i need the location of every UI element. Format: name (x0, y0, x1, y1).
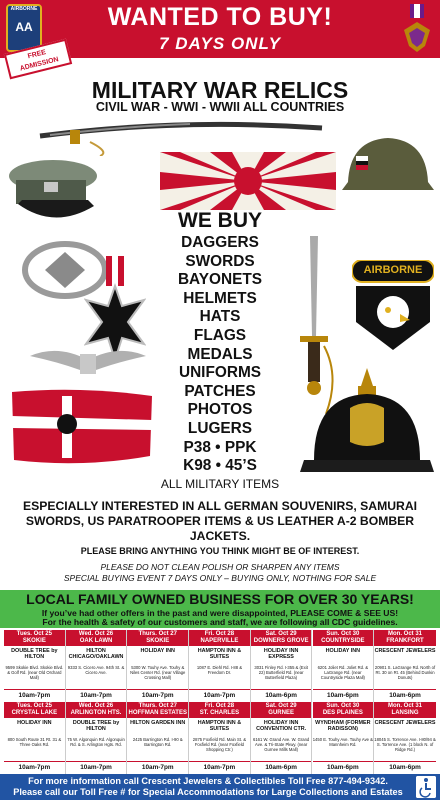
cell-hours: 10am-6pm (374, 761, 436, 771)
cell-day: Thurs. Oct 27 (138, 703, 177, 709)
cell-venue: HOLIDAY INN EXPRESS (263, 648, 299, 661)
buy-item-p38-ppk: P38 • PPK (183, 438, 257, 456)
purple-heart-medal-icon (400, 4, 434, 54)
cell-venue: CRESCENT JEWELERS (374, 720, 436, 726)
cell-venue: HOLIDAY INN CONVENTION CTR. (256, 720, 307, 733)
cell-header (189, 702, 250, 718)
cell-header (313, 702, 374, 718)
cell-header (127, 702, 188, 718)
cell-hours: 10am-6pm (374, 689, 436, 699)
cell-header (251, 702, 312, 718)
cell-city: ARLINGTON HTS. (70, 710, 122, 716)
patch-label: AA (15, 20, 33, 34)
cell-header (66, 630, 127, 646)
pickelhaube-helmet-image (300, 368, 434, 476)
cell-city: LANSING (391, 710, 419, 716)
cell-header (66, 702, 127, 718)
cell-address: 18045 S. Torrence Ave. I-80/94 & S. Torrence Ave. (1 block N. of Ridge Rd.) (374, 737, 436, 752)
footer-band (0, 774, 440, 800)
cell-city: NAPERVILLE (200, 638, 239, 644)
schedule-cell (4, 630, 66, 703)
cell-city: COUNTRYSIDE (321, 638, 365, 644)
cell-header (4, 702, 65, 718)
cell-address: 3031 Finley Rd. I-355 & (Exit 22) Butterfield Rd. (near Butterfield Plaza) (254, 665, 308, 680)
cell-day: Mon. Oct 31 (388, 631, 423, 637)
war-flag-image (12, 386, 154, 468)
no-clean-notice: PLEASE DO NOT CLEAN POLISH OR SHARPEN ANY ITEMS (100, 562, 340, 572)
cell-address: 6161 W. Grand Ave. W. Grand Ave. & Tri-State Pkwy. (near Gurnee Mills Mall) (253, 737, 310, 752)
patch-tab-label: AIRBORNE (10, 6, 38, 12)
cell-city: OAK LAWN (79, 638, 113, 644)
schedule-cell (251, 630, 313, 703)
schedule-row-1 (4, 630, 436, 703)
cell-address: 6201 Joliet Rd. Joliet Rd. & LaGrange Rd. (near Countryside Plaza Mall) (317, 665, 369, 680)
cell-hours: 10am-7pm (66, 761, 127, 771)
main-title: MILITARY WAR RELICS (91, 77, 349, 103)
cell-hours: 10am-6pm (313, 689, 374, 699)
cell-city: SKOKIE (146, 638, 170, 644)
schedule-cell (313, 630, 375, 703)
we-buy-heading: WE BUY (178, 209, 262, 232)
banner-title: WANTED TO BUY! (107, 3, 333, 31)
schedule-cell (4, 702, 66, 775)
all-military-items: ALL MILITARY ITEMS (160, 477, 280, 491)
cell-venue: HOLIDAY INN (17, 720, 52, 726)
cell-address: 2425 Barrington Rd. I-90 & Barrington Rd. (132, 737, 183, 747)
cell-header (189, 630, 250, 646)
cell-day: Tues. Oct 25 (16, 703, 52, 709)
cell-hours: 10am-7pm (4, 689, 65, 699)
rising-sun-flag-image (160, 152, 336, 210)
footer-accommodations-line: Please call our Toll Free # for Special Accommodations for Large Collections and Estates (13, 787, 403, 797)
cell-venue: HOLIDAY INN (325, 648, 361, 654)
schedule-row-2 (4, 702, 436, 775)
schedule-cell (66, 702, 128, 775)
cell-city: CRYSTAL LAKE (11, 710, 58, 716)
cell-address: 2875 Foxfield Rd. Main St. & Foxfield Rd. (near Foxfield Shopping Ctr.) (192, 737, 247, 752)
cell-address: 800 South Route 31 Rt. 31 & Three Oaks Rd. (7, 737, 62, 747)
cell-header (374, 702, 436, 718)
schedule-cell (127, 702, 189, 775)
cell-day: Wed. Oct 26 (78, 703, 114, 709)
free-admission-badge: FREE ADMISSION (4, 39, 72, 80)
german-helmet-image (342, 134, 434, 194)
buy-item-patches: PATCHES (184, 382, 256, 400)
buy-item-medals: MEDALS (187, 345, 253, 363)
buy-item-k98-45s: K98 • 45’S (183, 457, 257, 475)
cell-header (313, 630, 374, 646)
buy-item-uniforms: UNIFORMS (178, 364, 262, 382)
cell-city: HOFFMAN ESTATES (128, 710, 187, 716)
footer-phone-line: For more information call Crescent Jewelers & Collectibles Toll Free 877-494-9342. (28, 776, 388, 786)
buy-item-flags: FLAGS (193, 326, 247, 344)
samurai-sword-image (30, 116, 330, 156)
airborne-tab-text: AIRBORNE (363, 264, 423, 276)
buy-item-daggers: DAGGERS (181, 234, 259, 251)
buy-item-photos: PHOTOS (187, 401, 253, 419)
cell-day: Fri. Oct 28 (204, 703, 235, 709)
buy-item-swords: SWORDS (185, 252, 255, 270)
cell-day: Sun. Oct 30 (326, 631, 360, 637)
cell-hours: 10am-6pm (251, 689, 312, 699)
cell-address: 9599 Skokie Blvd. Skokie Blvd. & Golf Rd. (near Old Orchard Mall) (5, 665, 64, 680)
schedule-cell (374, 630, 436, 703)
accessibility-icon (416, 776, 436, 798)
cell-header (374, 630, 436, 646)
cell-address: 1450 E. Touhy Ave. Touhy Ave & Mannheim Rd. (312, 737, 373, 747)
cell-header (127, 630, 188, 646)
cell-venue: WYNDHAM (FORMER RADISSON) (315, 720, 371, 733)
local-business-title: LOCAL FAMILY OWNED BUSINESS FOR OVER 30 YEARS! (26, 591, 414, 607)
cell-day: Wed. Oct 26 (78, 631, 114, 637)
cell-day: Mon. Oct 31 (388, 703, 423, 709)
cell-venue: DOUBLE TREE by HILTON (11, 648, 58, 661)
cell-address: 20901 S. LaGrange Rd. North of Rt. 30 on Rt. 45 (Behind Dunkin Donuts) (374, 665, 436, 680)
cell-venue: HILTON CHICAGO/OAKLAWN (68, 648, 124, 661)
cell-city: FRANKFORT (386, 638, 424, 644)
cell-day: Sat. Oct 29 (265, 703, 297, 709)
cell-venue: HAMPTON INN & SUITES (197, 648, 242, 661)
cell-day: Tues. Oct 25 (16, 631, 52, 637)
cell-venue: CRESCENT JEWELERS (374, 648, 436, 654)
schedule-cell (313, 702, 375, 775)
schedule-cell (127, 630, 189, 703)
cell-hours: 10am-7pm (4, 761, 65, 771)
schedule-cell (251, 702, 313, 775)
cell-city: DES PLAINES (322, 710, 363, 716)
cell-hours: 10am-7pm (66, 689, 127, 699)
cell-day: Sat. Oct 29 (265, 631, 297, 637)
cell-address: 1087 E. Diehl Rd. I-88 & Freedom Dr. (196, 665, 243, 675)
cell-address: 5300 W. Touhy Ave. Touhy & Niles Center Rd. (near Village Crossing Mall) (130, 665, 186, 680)
banner-subtitle: 7 DAYS ONLY (159, 34, 281, 53)
schedule-cell (374, 702, 436, 775)
cell-hours: 10am-7pm (127, 761, 188, 771)
cell-header (251, 630, 312, 646)
cell-hours: 10am-6pm (313, 761, 374, 771)
cell-venue: DOUBLE TREE by HILTON (72, 720, 120, 733)
cell-address: 75 W. Algonquin Rd. Algonquin Rd. & S. Arlington Hgts. Rd. (67, 737, 125, 747)
cell-hours: 10am-6pm (251, 761, 312, 771)
cell-city: DOWNERS GROVE (253, 638, 309, 644)
cell-venue: HAMPTON INN & SUITES (197, 720, 242, 733)
schedule-cell (66, 630, 128, 703)
schedule-cell (189, 702, 251, 775)
local-business-line2: For the health & safety of our customers and staff, we are following all CDC guidelines. (42, 617, 398, 627)
buy-item-lugers: LUGERS (187, 419, 253, 437)
cell-day: Sun. Oct 30 (326, 703, 360, 709)
cell-hours: 10am-7pm (189, 689, 250, 699)
bring-anything-text: PLEASE BRING ANYTHING YOU THINK MIGHT BE OF INTEREST. (80, 546, 360, 556)
schedule-cell (189, 630, 251, 703)
cell-venue: HILTON GARDEN INN (130, 720, 186, 726)
cell-header (4, 630, 65, 646)
cell-city: GURNEE (268, 710, 294, 716)
cell-address: 9333 S. Cicero Ave. 94th St. & Cicero Ave. (67, 665, 125, 675)
officer-visor-cap-image (6, 154, 100, 230)
we-buy-list (160, 234, 280, 476)
buy-item-bayonets: BAYONETS (177, 271, 263, 289)
cell-hours: 10am-7pm (189, 761, 250, 771)
buying-event-notice: SPECIAL BUYING EVENT 7 DAYS ONLY – BUYING ONLY, NOTHING FOR SALE (63, 573, 377, 583)
local-business-line1: If you’ve had other offers in the past and were disappointed, PLEASE COME & SEE US! (41, 608, 399, 618)
main-subtitle: CIVIL WAR - WWI - WWII ALL COUNTRIES (95, 100, 345, 114)
cell-city: SKOKIE (22, 638, 46, 644)
pilot-wings-badge-image (28, 340, 148, 390)
cell-hours: 10am-7pm (127, 689, 188, 699)
cell-day: Thurs. Oct 27 (138, 631, 177, 637)
special-interest-text: ESPECIALLY INTERESTED IN ALL GERMAN SOUVENIRS, SAMURAI SWORDS, US PARATROOPER ITEMS & US LEATHER A-2 BOMBER JACKETS. (22, 499, 418, 543)
cell-city: ST. CHARLES (199, 710, 240, 716)
cell-venue: HOLIDAY INN (140, 648, 175, 654)
buy-item-hats: HATS (199, 308, 241, 326)
cell-day: Fri. Oct 28 (204, 631, 235, 637)
buy-item-helmets: HELMETS (183, 289, 257, 307)
local-business-band (0, 590, 440, 628)
